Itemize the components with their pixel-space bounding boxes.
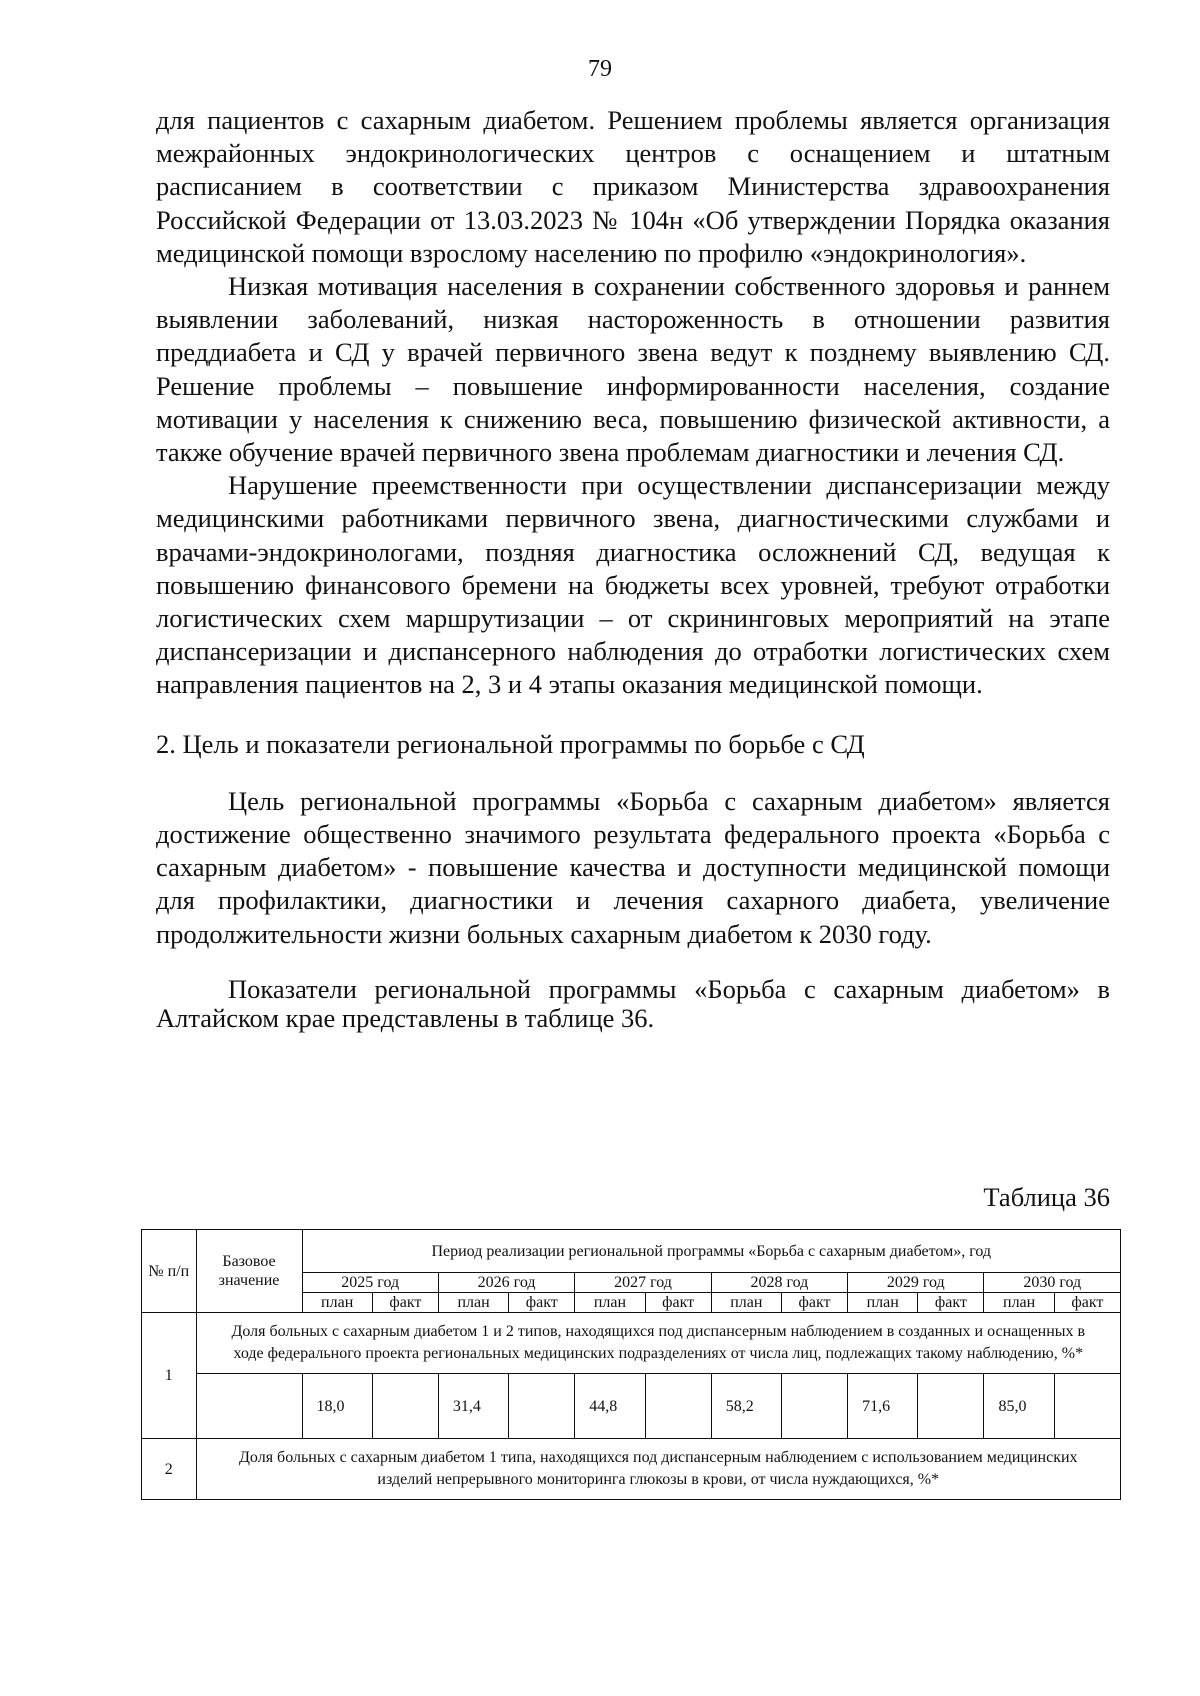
header-year: 2028 год (711, 1273, 847, 1293)
header-fact: факт (509, 1293, 575, 1313)
page-number: 79 (588, 56, 612, 82)
header-fact: факт (372, 1293, 438, 1313)
indicators-table (141, 1229, 1121, 1500)
body-text (156, 104, 1110, 1033)
header-fact: факт (781, 1293, 847, 1313)
header-year: 2029 год (848, 1273, 984, 1293)
header-plan: план (302, 1293, 372, 1313)
row-num: 2 (142, 1439, 197, 1500)
fact-value (645, 1374, 711, 1439)
paragraph-continuation: для пациентов с сахарным диабетом. Решением проблемы является организация межрайонных эндокринологических центров с оснащением и штатным расписанием в соответствии с приказом Министерства здравоохранения Российской Федерации от 13.03.2023 № 104н «Об утверждении Порядка оказания медицинской помощи взрослому населению по профилю «эндокринология». (156, 105, 1110, 268)
table-row-values (142, 1374, 1121, 1439)
header-plan: план (848, 1293, 918, 1313)
fact-value (509, 1374, 575, 1439)
header-fact: факт (1054, 1293, 1120, 1313)
row-description: Доля больных с сахарным диабетом 1 типа, находящихся под диспансерным наблюдением с использованием медицинских изделий непрерывного мониторинга глюкозы в крови, от числа нуждающихся, %* (196, 1439, 1120, 1500)
fact-value (918, 1374, 984, 1439)
header-plan: план (711, 1293, 781, 1313)
section-heading: 2. Цель и показатели региональной программы по борьбе с СД (156, 728, 865, 759)
header-plan: план (984, 1293, 1054, 1313)
fact-value (372, 1374, 438, 1439)
paragraph-goal: Цель региональной программы «Борьба с сахарным диабетом» является достижение общественно значимого результата федерального проекта «Борьба с сахарным диабетом» - повышение качества и доступности медицинской помощи для профилактики, диагностики и лечения сахарного диабета, увеличение продолжительности жизни больных сахарным диабетом к 2030 году. (156, 785, 1110, 949)
header-plan: план (438, 1293, 508, 1313)
table-row (142, 1313, 1121, 1374)
plan-value: 85,0 (984, 1374, 1054, 1439)
base-value (196, 1374, 302, 1439)
paragraph-indicators: Показатели региональной программы «Борьба с сахарным диабетом» в Алтайском крае представлены в таблице 36. (156, 973, 1110, 1033)
header-period: Период реализации региональной программы «Борьба с сахарным диабетом», год (302, 1230, 1120, 1273)
header-year: 2026 год (438, 1273, 574, 1293)
plan-value: 58,2 (711, 1374, 781, 1439)
fact-value (781, 1374, 847, 1439)
table-row (142, 1439, 1121, 1500)
header-year: 2025 год (302, 1273, 438, 1293)
table-caption: Таблица 36 (983, 1182, 1110, 1212)
paragraph-continuity: Нарушение преемственности при осуществлении диспансеризации между медицинскими работниками первичного звена, диагностическими службами и врачами-эндокринологами, поздняя диагностика осложнений СД, ведущая к повышению финансового бремени на бюджеты всех уровней, требуют отработки логистических схем маршрутизации – от скрининговых мероприятий на этапе диспансеризации и диспансерного наблюдения до отработки логистических схем направления пациентов на 2, 3 и 4 этапы оказания медицинской помощи. (156, 470, 1110, 700)
header-fact: факт (645, 1293, 711, 1313)
header-base: Базовое значение (196, 1230, 302, 1313)
fact-value (1054, 1374, 1120, 1439)
header-year: 2030 год (984, 1273, 1121, 1293)
header-year: 2027 год (575, 1273, 711, 1293)
row-num: 1 (142, 1313, 197, 1439)
plan-value: 31,4 (438, 1374, 508, 1439)
plan-value: 18,0 (302, 1374, 372, 1439)
header-plan: план (575, 1293, 645, 1313)
header-fact: факт (918, 1293, 984, 1313)
paragraph-motivation: Низкая мотивация населения в сохранении собственного здоровья и раннем выявлении заболеваний, низкая настороженность в отношении развития преддиабета и СД у врачей первичного звена ведут к позднему выявлению СД. Решение проблемы – повышение информированности населения, создание мотивации у населения к снижению веса, повышению физической активности, а также обучение врачей первичного звена проблемам диагностики и лечения СД. (156, 271, 1110, 468)
header-num: № п/п (142, 1230, 197, 1313)
plan-value: 44,8 (575, 1374, 645, 1439)
row-description: Доля больных с сахарным диабетом 1 и 2 типов, находящихся под диспансерным наблюдением в созданных и оснащенных в ходе федерального проекта региональных медицинских подразделениях от числа лиц, подлежащих такому наблюдению, %* (196, 1313, 1120, 1374)
plan-value: 71,6 (848, 1374, 918, 1439)
